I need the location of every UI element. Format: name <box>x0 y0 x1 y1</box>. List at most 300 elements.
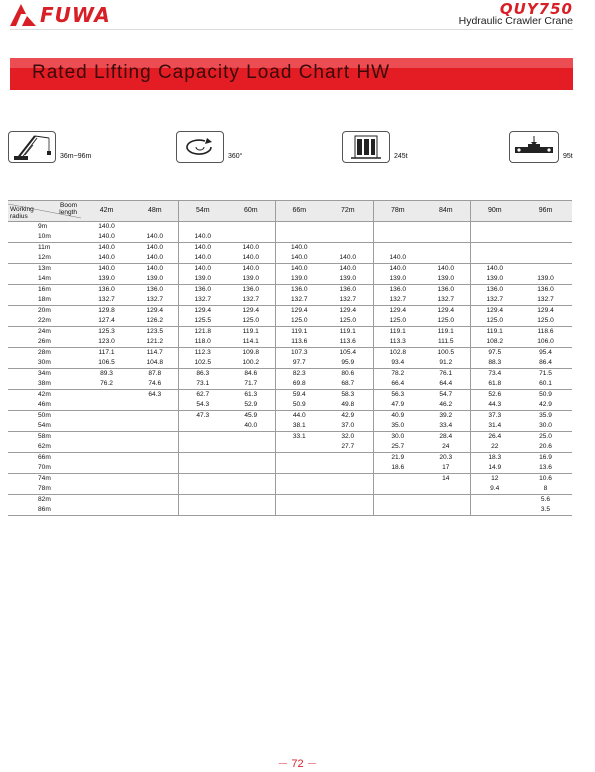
capacity-cell: 35.0 <box>373 421 422 432</box>
capacity-cell <box>519 253 572 264</box>
table-row <box>8 453 572 464</box>
capacity-cell: 140.0 <box>373 253 422 264</box>
capacity-cell: 12 <box>470 474 519 485</box>
model-number: QUY750 <box>499 0 573 18</box>
capacity-cell: 140.0 <box>437 265 454 272</box>
capacity-cell: 119.1 <box>339 328 356 335</box>
capacity-cell <box>275 232 323 243</box>
capacity-cell <box>373 222 422 233</box>
table-row <box>8 463 572 474</box>
capacity-cell: 18.3 <box>470 453 519 464</box>
capacity-cell <box>178 484 227 495</box>
capacity-cell: 139.0 <box>178 274 227 285</box>
capacity-cell <box>373 495 422 506</box>
capacity-cell: 93.4 <box>373 358 422 369</box>
capacity-cell: 125.0 <box>422 316 470 327</box>
boom-length-header: 42m <box>81 201 132 222</box>
capacity-cell <box>323 453 373 464</box>
capacity-cell: 119.1 <box>437 328 454 335</box>
capacity-cell: 26.4 <box>470 432 519 443</box>
capacity-cell <box>132 222 178 233</box>
capacity-cell: 109.8 <box>242 349 259 356</box>
table-row <box>8 390 572 401</box>
capacity-cell <box>227 495 275 506</box>
working-radius-cell: 58m <box>38 433 51 440</box>
capacity-cell: 86.3 <box>178 369 227 380</box>
table-row <box>8 327 572 338</box>
capacity-cell: 140.0 <box>98 265 115 272</box>
capacity-cell <box>519 222 572 233</box>
capacity-cell: 56.3 <box>373 390 422 401</box>
working-radius-cell: 38m <box>8 379 81 390</box>
capacity-cell: 121.8 <box>178 327 227 338</box>
capacity-cell <box>178 222 227 233</box>
boom-length-header-row <box>8 201 572 222</box>
capacity-cell: 136.0 <box>470 285 519 296</box>
capacity-cell: 139.0 <box>470 274 519 285</box>
boom-length-header: 96m <box>519 201 572 222</box>
capacity-cell: 132.7 <box>227 295 275 306</box>
table-row <box>8 295 572 306</box>
capacity-cell <box>178 505 227 516</box>
capacity-cell: 20.3 <box>439 454 453 461</box>
table-row <box>8 243 572 254</box>
capacity-cell: 132.7 <box>132 295 178 306</box>
working-radius-cell: 78m <box>8 484 81 495</box>
capacity-cell: 71.7 <box>227 379 275 390</box>
capacity-cell: 62.7 <box>178 390 227 401</box>
capacity-cell: 125.0 <box>470 316 519 327</box>
capacity-cell: 140.0 <box>275 243 323 254</box>
table-row <box>8 432 572 443</box>
capacity-cell: 14.9 <box>470 463 519 474</box>
capacity-cell <box>178 495 227 506</box>
capacity-cell: 132.7 <box>373 295 422 306</box>
capacity-cell: 73.4 <box>470 369 519 380</box>
capacity-cell <box>178 421 227 432</box>
carbody-weight-label: 95t <box>563 153 573 160</box>
spec-carbody-weight <box>509 131 573 163</box>
capacity-cell: 24 <box>422 442 470 453</box>
capacity-cell: 52.6 <box>470 390 519 401</box>
capacity-cell <box>178 453 227 464</box>
capacity-cell: 140.0 <box>132 232 178 243</box>
capacity-cell: 140.0 <box>146 265 163 272</box>
capacity-cell <box>373 243 422 254</box>
capacity-cell: 54.7 <box>439 391 453 398</box>
capacity-cell <box>81 400 132 411</box>
table-row <box>8 264 572 275</box>
capacity-cell <box>470 505 519 516</box>
capacity-cell: 140.0 <box>470 264 519 275</box>
boom-range-label: 36m~96m <box>60 153 92 160</box>
capacity-cell <box>178 463 227 474</box>
capacity-cell: 140.0 <box>178 243 227 254</box>
table-row <box>8 285 572 296</box>
capacity-cell <box>275 484 323 495</box>
capacity-cell: 80.6 <box>341 370 355 377</box>
capacity-cell: 114.1 <box>227 337 275 348</box>
capacity-cell <box>132 400 178 411</box>
capacity-cell <box>519 243 572 254</box>
capacity-cell <box>81 453 132 464</box>
capacity-cell: 28.4 <box>439 433 453 440</box>
capacity-cell: 139.0 <box>227 274 275 285</box>
capacity-cell: 105.4 <box>339 349 356 356</box>
capacity-cell: 50.9 <box>275 400 323 411</box>
capacity-cell <box>132 411 178 422</box>
capacity-cell: 104.8 <box>132 358 178 369</box>
table-row <box>8 474 572 485</box>
capacity-cell: 33.4 <box>422 421 470 432</box>
capacity-cell: 17 <box>422 463 470 474</box>
capacity-cell: 97.5 <box>470 348 519 359</box>
capacity-cell: 30.0 <box>373 432 422 443</box>
table-row <box>8 358 572 369</box>
capacity-cell <box>470 253 519 264</box>
boom-length-header: 54m <box>178 201 227 222</box>
capacity-cell: 40.9 <box>373 411 422 422</box>
capacity-cell: 106.0 <box>519 337 572 348</box>
capacity-cell: 140.0 <box>98 223 115 230</box>
capacity-cell: 126.2 <box>132 316 178 327</box>
capacity-cell <box>178 442 227 453</box>
working-radius-cell: 82m <box>38 496 51 503</box>
capacity-cell: 27.7 <box>323 442 373 453</box>
capacity-cell <box>132 442 178 453</box>
counterweight-icon <box>342 131 390 163</box>
capacity-cell <box>178 432 227 443</box>
capacity-cell: 140.0 <box>323 253 373 264</box>
capacity-cell: 52.9 <box>227 400 275 411</box>
capacity-cell <box>227 505 275 516</box>
capacity-cell: 66.4 <box>373 379 422 390</box>
capacity-cell: 113.6 <box>275 337 323 348</box>
capacity-cell: 113.6 <box>323 337 373 348</box>
capacity-cell: 44.3 <box>470 400 519 411</box>
table-row <box>8 484 572 495</box>
working-radius-cell: 24m <box>38 328 51 335</box>
capacity-cell: 86.4 <box>519 358 572 369</box>
crawler-carbody-icon <box>509 131 559 163</box>
capacity-cell: 9.4 <box>470 484 519 495</box>
capacity-cell <box>275 495 323 506</box>
capacity-cell: 106.5 <box>81 358 132 369</box>
capacity-cell: 129.4 <box>146 307 163 314</box>
capacity-cell: 76.2 <box>81 379 132 390</box>
capacity-cell: 71.5 <box>539 370 552 377</box>
capacity-cell <box>81 474 132 485</box>
capacity-cell: 140.0 <box>98 244 115 251</box>
capacity-cell: 102.5 <box>178 358 227 369</box>
capacity-cell <box>81 442 132 453</box>
capacity-cell <box>132 432 178 443</box>
capacity-cell: 140.0 <box>242 265 259 272</box>
capacity-cell: 25.0 <box>539 433 552 440</box>
capacity-cell: 125.0 <box>373 316 422 327</box>
working-radius-cell: 9m <box>38 223 48 230</box>
capacity-cell: 121.2 <box>132 337 178 348</box>
capacity-cell: 139.0 <box>373 274 422 285</box>
working-radius-cell: 34m <box>38 370 51 377</box>
working-radius-cell: 42m <box>38 391 51 398</box>
capacity-cell: 140.0 <box>275 253 323 264</box>
capacity-cell <box>323 243 373 254</box>
capacity-cell: 20.6 <box>519 442 572 453</box>
capacity-cell: 125.0 <box>227 316 275 327</box>
working-radius-cell: 16m <box>38 286 51 293</box>
boom-length-header: 78m <box>373 201 422 222</box>
capacity-cell: 119.1 <box>275 327 323 338</box>
capacity-cell <box>275 505 323 516</box>
working-radius-cell: 22m <box>8 316 81 327</box>
capacity-cell: 37.0 <box>323 421 373 432</box>
capacity-cell: 73.1 <box>178 379 227 390</box>
capacity-cell: 87.8 <box>148 370 162 377</box>
capacity-cell: 129.4 <box>275 306 323 317</box>
capacity-cell: 61.8 <box>470 379 519 390</box>
capacity-cell <box>422 484 470 495</box>
boom-length-header: 60m <box>227 201 275 222</box>
counterweight-label: 245t <box>394 153 408 160</box>
working-radius-cell: 70m <box>8 463 81 474</box>
capacity-cell: 127.4 <box>81 316 132 327</box>
capacity-cell: 132.7 <box>178 295 227 306</box>
page-number: － 72 － <box>277 758 318 770</box>
capacity-cell: 139.0 <box>275 274 323 285</box>
capacity-cell: 140.0 <box>132 253 178 264</box>
capacity-cell: 136.0 <box>339 286 356 293</box>
boom-length-header: 90m <box>470 201 519 222</box>
capacity-cell: 76.1 <box>439 370 453 377</box>
capacity-cell: 125.0 <box>275 316 323 327</box>
capacity-cell <box>227 222 275 233</box>
capacity-cell: 136.0 <box>98 286 115 293</box>
capacity-cell: 100.5 <box>437 349 454 356</box>
capacity-cell: 42.9 <box>341 412 355 419</box>
capacity-cell <box>373 474 422 485</box>
capacity-cell: 118.6 <box>537 328 554 335</box>
table-corner-cell <box>8 201 81 222</box>
working-radius-cell: 62m <box>8 442 81 453</box>
working-radius-cell: 66m <box>38 454 51 461</box>
capacity-cell: 140.0 <box>275 264 323 275</box>
capacity-cell: 18.6 <box>373 463 422 474</box>
capacity-cell: 60.1 <box>519 379 572 390</box>
capacity-cell: 139.0 <box>519 274 572 285</box>
capacity-cell: 140.0 <box>81 232 132 243</box>
spec-slewing <box>176 131 242 163</box>
working-radius-cell: 11m <box>38 244 51 251</box>
capacity-cell: 129.8 <box>98 307 115 314</box>
capacity-cell: 100.2 <box>227 358 275 369</box>
capacity-cell <box>81 463 132 474</box>
working-radius-cell: 13m <box>38 265 51 272</box>
capacity-cell: 132.7 <box>275 295 323 306</box>
capacity-cell <box>323 505 373 516</box>
capacity-cell <box>422 232 470 243</box>
capacity-cell: 68.7 <box>323 379 373 390</box>
capacity-cell: 58.3 <box>341 391 355 398</box>
title-banner <box>10 58 573 90</box>
table-row <box>8 222 572 233</box>
capacity-cell: 136.0 <box>537 286 554 293</box>
capacity-cell: 82.3 <box>275 369 323 380</box>
load-chart-table <box>8 200 572 516</box>
capacity-cell <box>323 484 373 495</box>
capacity-cell: 136.0 <box>275 285 323 296</box>
corner-boom-length: Boom length <box>59 202 77 216</box>
capacity-cell <box>227 474 275 485</box>
capacity-cell: 13.6 <box>519 463 572 474</box>
rotation-icon <box>176 131 224 163</box>
capacity-cell: 132.7 <box>519 295 572 306</box>
capacity-cell: 113.3 <box>373 337 422 348</box>
capacity-cell: 136.0 <box>178 285 227 296</box>
table-row <box>8 337 572 348</box>
capacity-cell <box>422 222 470 233</box>
capacity-cell: 136.0 <box>373 285 422 296</box>
capacity-cell: 42.9 <box>519 400 572 411</box>
working-radius-cell: 12m <box>8 253 81 264</box>
capacity-cell: 136.0 <box>437 286 454 293</box>
capacity-cell: 132.7 <box>81 295 132 306</box>
table-row <box>8 348 572 359</box>
model-subtitle: Hydraulic Crawler Crane <box>458 15 573 27</box>
capacity-cell <box>470 232 519 243</box>
capacity-cell: 140.0 <box>178 253 227 264</box>
capacity-cell: 5.6 <box>540 496 551 503</box>
capacity-cell: 89.3 <box>100 370 113 377</box>
capacity-cell: 125.0 <box>323 316 373 327</box>
capacity-cell <box>81 495 132 506</box>
capacity-cell <box>227 463 275 474</box>
capacity-cell: 10.6 <box>539 475 552 482</box>
capacity-cell: 16.9 <box>539 454 552 461</box>
working-radius-cell: 26m <box>8 337 81 348</box>
capacity-cell <box>132 474 178 485</box>
capacity-cell: 22 <box>470 442 519 453</box>
capacity-cell <box>132 505 178 516</box>
capacity-cell: 97.7 <box>275 358 323 369</box>
capacity-cell: 132.7 <box>470 295 519 306</box>
capacity-cell <box>132 453 178 464</box>
capacity-cell <box>422 505 470 516</box>
capacity-cell: 140.0 <box>242 244 259 251</box>
capacity-cell: 136.0 <box>242 286 259 293</box>
working-radius-cell: 18m <box>8 295 81 306</box>
capacity-cell <box>323 463 373 474</box>
working-radius-cell: 54m <box>8 421 81 432</box>
working-radius-cell: 20m <box>38 307 51 314</box>
capacity-cell: 125.3 <box>98 328 115 335</box>
capacity-cell <box>132 495 178 506</box>
capacity-cell <box>132 484 178 495</box>
capacity-cell <box>373 484 422 495</box>
capacity-cell <box>373 505 422 516</box>
capacity-cell: 136.0 <box>146 286 163 293</box>
capacity-cell: 129.4 <box>339 307 356 314</box>
capacity-cell <box>227 484 275 495</box>
capacity-cell: 39.2 <box>439 412 453 419</box>
capacity-cell: 129.4 <box>470 306 519 317</box>
capacity-cell: 35.9 <box>539 412 552 419</box>
capacity-cell: 139.0 <box>422 274 470 285</box>
capacity-cell: 132.7 <box>422 295 470 306</box>
capacity-cell <box>227 232 275 243</box>
working-radius-cell: 46m <box>8 400 81 411</box>
slewing-label: 360° <box>228 153 243 160</box>
capacity-cell: 119.1 <box>242 328 259 335</box>
capacity-cell <box>275 474 323 485</box>
capacity-cell: 47.9 <box>373 400 422 411</box>
capacity-cell: 132.7 <box>323 295 373 306</box>
capacity-cell: 8 <box>519 484 572 495</box>
capacity-cell: 33.1 <box>275 432 323 443</box>
table-row <box>8 495 572 506</box>
table-row <box>8 274 572 285</box>
capacity-cell: 45.9 <box>244 412 258 419</box>
capacity-cell <box>81 432 132 443</box>
capacity-cell: 129.4 <box>537 307 554 314</box>
boom-length-header: 72m <box>323 201 373 222</box>
capacity-cell <box>81 390 132 401</box>
capacity-cell: 54.3 <box>178 400 227 411</box>
fuwa-emblem-icon <box>10 4 36 26</box>
capacity-cell <box>422 495 470 506</box>
capacity-cell <box>81 505 132 516</box>
capacity-cell: 31.4 <box>470 421 519 432</box>
capacity-cell: 91.2 <box>422 358 470 369</box>
working-radius-cell: 50m <box>38 412 51 419</box>
table-row <box>8 316 572 327</box>
capacity-cell: 140.0 <box>227 253 275 264</box>
working-radius-cell: 10m <box>8 232 81 243</box>
capacity-cell: 119.1 <box>470 327 519 338</box>
capacity-cell: 64.3 <box>148 391 162 398</box>
capacity-cell: 38.1 <box>275 421 323 432</box>
capacity-cell <box>470 495 519 506</box>
capacity-cell: 88.3 <box>470 358 519 369</box>
brand-name: FUWA <box>40 3 111 27</box>
capacity-cell <box>227 432 275 443</box>
capacity-cell <box>81 484 132 495</box>
capacity-cell <box>275 222 323 233</box>
capacity-cell <box>178 474 227 485</box>
capacity-cell <box>275 463 323 474</box>
capacity-cell: 84.6 <box>244 370 258 377</box>
capacity-cell <box>132 421 178 432</box>
capacity-cell <box>422 253 470 264</box>
capacity-cell: 95.9 <box>323 358 373 369</box>
capacity-cell: 119.1 <box>373 327 422 338</box>
capacity-cell <box>227 442 275 453</box>
capacity-cell <box>519 264 572 275</box>
capacity-cell: 111.5 <box>422 337 470 348</box>
working-radius-cell: 74m <box>38 475 51 482</box>
spec-counterweight <box>342 131 408 163</box>
capacity-cell <box>227 453 275 464</box>
boom-length-header: 66m <box>275 201 323 222</box>
table-row <box>8 253 572 264</box>
capacity-cell: 49.8 <box>323 400 373 411</box>
table-row <box>8 505 572 516</box>
capacity-cell <box>81 411 132 422</box>
capacity-cell: 129.4 <box>437 307 454 314</box>
capacity-cell: 46.2 <box>422 400 470 411</box>
capacity-cell: 61.3 <box>244 391 258 398</box>
chart-title: Rated Lifting Capacity Load Chart HW <box>32 62 391 83</box>
